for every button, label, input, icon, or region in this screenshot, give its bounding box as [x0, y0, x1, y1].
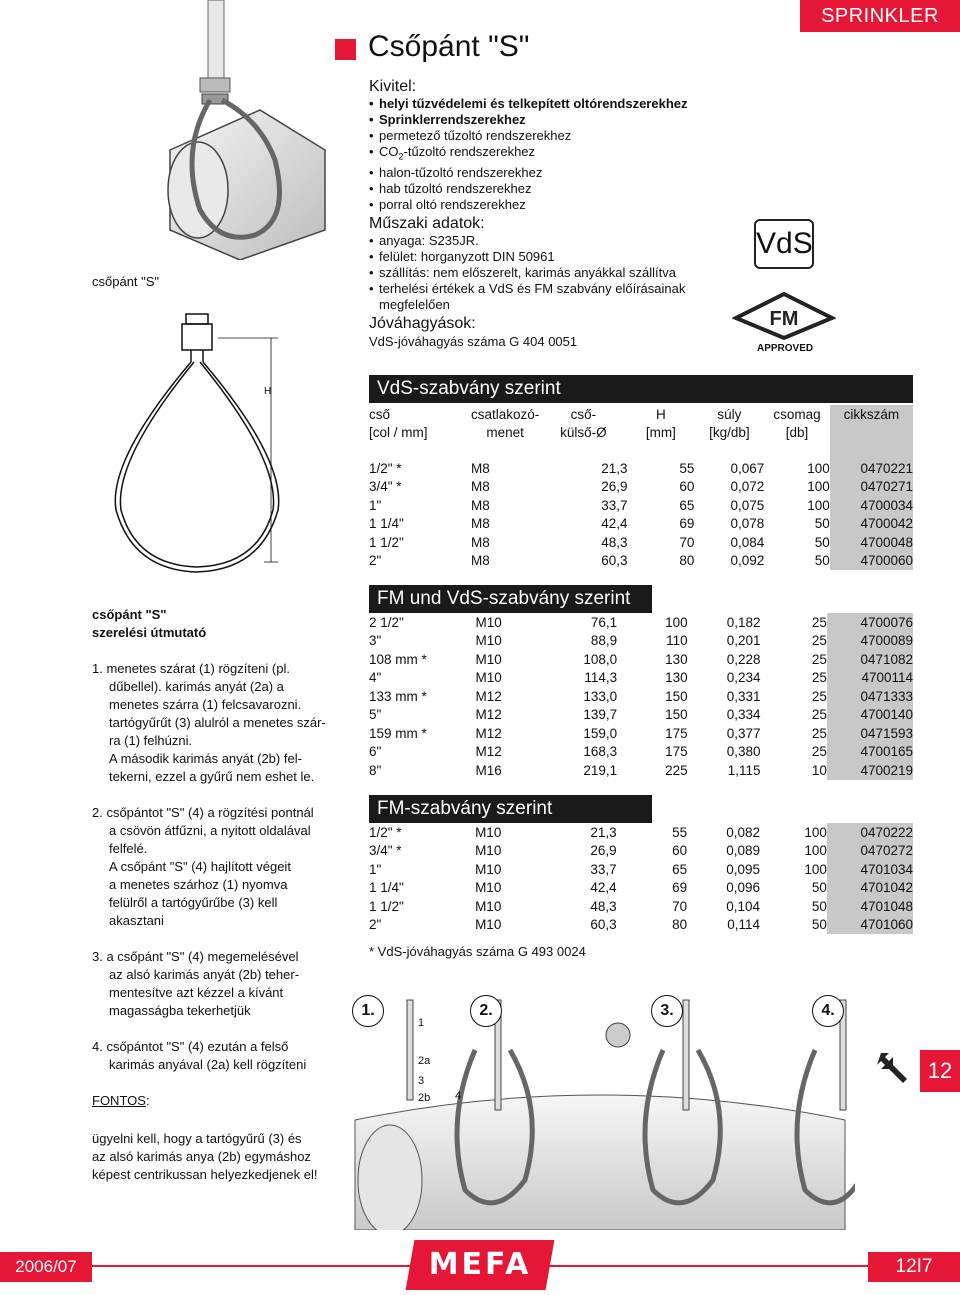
table-cell: 100 — [807, 460, 830, 476]
table-cell: 0,377 — [726, 725, 761, 741]
table-cell: 88,9 — [590, 633, 618, 649]
product-label: csőpánt "S" — [92, 274, 160, 289]
table-cell: 0470272 — [827, 842, 913, 861]
note-line: képest centrikussan helyezkedjenek el! — [92, 1167, 318, 1182]
step-number: 1. — [352, 995, 384, 1027]
table-cell: 0,095 — [726, 861, 761, 877]
table-cell: 4700034 — [830, 496, 913, 515]
brand-logo — [406, 1240, 555, 1290]
table-cell: 21,3 — [601, 460, 628, 476]
table-header-cell: külső-Ø — [560, 425, 607, 441]
table-header-cell: H — [656, 406, 666, 422]
kivitel-item: • porral oltó rendszerekhez — [369, 197, 749, 213]
table-cell: M8 — [470, 460, 490, 476]
title-marker — [335, 39, 356, 60]
table-cell: 60 — [672, 843, 688, 859]
table-row — [369, 687, 913, 706]
table-cell: 2 1/2" — [369, 614, 404, 630]
table-row — [369, 632, 913, 651]
table-section — [369, 585, 913, 780]
table-cell: 1 1/2" — [369, 534, 404, 550]
table-cell: 100 — [807, 497, 830, 513]
table-cell: 50 — [811, 880, 827, 896]
table-cell: 159 mm * — [369, 725, 427, 741]
instruction-step — [92, 1038, 342, 1074]
table-row — [369, 879, 913, 898]
muszaki-list — [369, 233, 749, 313]
table-row — [369, 650, 913, 669]
table-cell: M10 — [475, 633, 502, 649]
table-cell: 0,075 — [730, 497, 765, 513]
table-cell: 110 — [666, 633, 688, 649]
table-cell: 50 — [814, 516, 830, 532]
step-number: 2. — [470, 995, 502, 1027]
table-cell: 69 — [679, 516, 695, 532]
table-cell: 1 1/4" — [369, 880, 404, 896]
table-cell: 225 — [665, 762, 688, 778]
instruction-line: dűbellel). karimás anyát (2a) a — [109, 679, 284, 694]
table-cell: 0,072 — [730, 479, 765, 495]
table-cell: 0,096 — [726, 880, 761, 896]
table-cell: M8 — [470, 553, 490, 569]
table-row — [369, 613, 913, 632]
table-cell: 0,067 — [730, 460, 765, 476]
instruction-line: tartógyűrűt (3) alulról a menetes szár- — [109, 715, 326, 730]
category-tab: SPRINKLER — [800, 0, 960, 32]
table-header-cell: csomag — [773, 406, 821, 422]
fm-logo-text: FM — [769, 308, 799, 330]
table-cell: 0470221 — [830, 459, 913, 478]
table-cell: 48,3 — [590, 898, 617, 914]
table-cell: 50 — [811, 898, 827, 914]
table-cell: 10 — [811, 762, 827, 778]
table-cell: M8 — [470, 516, 490, 532]
note-line: az alsó karimás anya (2b) egymáshoz — [92, 1149, 311, 1164]
table-cell: 219,1 — [583, 762, 618, 778]
table-cell: 0,234 — [726, 670, 761, 686]
table-cell: 80 — [672, 917, 688, 933]
table-row — [369, 459, 913, 478]
table-header-cell: [kg/db] — [709, 425, 750, 441]
vds-logo: VdS — [754, 219, 814, 269]
table-cell: M8 — [470, 479, 490, 495]
table-row — [369, 724, 913, 743]
table-section — [369, 795, 913, 934]
table-cell: 70 — [679, 534, 695, 550]
table-cell: 26,9 — [601, 479, 628, 495]
table-cell: M10 — [475, 651, 502, 667]
table-row — [369, 669, 913, 688]
table-cell: 4700089 — [827, 632, 913, 651]
table-cell: M10 — [475, 843, 502, 859]
table-cell: 2" — [369, 553, 382, 569]
kivitel-item: • permetező tűzoltó rendszerekhez — [369, 128, 749, 144]
table-cell: 100 — [807, 479, 830, 495]
table-header-cell — [830, 424, 913, 443]
page-number: 12I7 — [868, 1252, 960, 1282]
table-cell: 150 — [665, 707, 688, 723]
table-cell: 60 — [679, 479, 695, 495]
table-cell: 33,7 — [601, 497, 628, 513]
table-cell: 0,334 — [726, 707, 761, 723]
table-cell: 0,201 — [726, 633, 761, 649]
technical-drawing — [108, 310, 288, 580]
table-row — [369, 842, 913, 861]
instruction-line: a csövön átfűzni, a nyitott oldalával — [109, 823, 311, 838]
muszaki-item: • anyaga: S235JR. — [369, 233, 749, 249]
dimension-label-h: H — [264, 386, 272, 397]
table-cell: 1/2" * — [369, 460, 402, 476]
step-number: 3. — [651, 995, 683, 1027]
table-cell: 1,115 — [727, 762, 761, 778]
table-cell: 168,3 — [583, 744, 618, 760]
kivitel-item: • helyi tűzvédelemi és telkepített oltórendszerekhez — [369, 96, 749, 112]
instruction-line: felfelé. — [109, 841, 148, 856]
instructions-subtitle: szerelési útmutató — [92, 625, 207, 640]
table-cell: M10 — [475, 880, 502, 896]
table-cell: 5" — [369, 707, 382, 723]
page-title: Csőpánt "S" — [368, 30, 530, 63]
table-cell: 0,331 — [726, 688, 761, 704]
fm-logo — [732, 292, 836, 344]
table-row — [369, 552, 913, 571]
table-header-cell: súly — [717, 406, 742, 422]
table-cell: M10 — [475, 917, 502, 933]
kivitel-list — [369, 96, 749, 213]
table-cell: 80 — [679, 553, 695, 569]
section-title: FM und VdS-szabvány szerint — [369, 585, 652, 613]
muszaki-item: • szállítás: nem előszerelt, karimás anyákkal szállítva — [369, 265, 749, 281]
table-cell: 4701060 — [827, 916, 913, 935]
table-cell: 25 — [811, 633, 827, 649]
table-cell: 100 — [804, 824, 827, 840]
instruction-line: ra (1) felhúzni. — [109, 733, 193, 748]
table-cell: 21,3 — [590, 824, 617, 840]
table-cell: 25 — [811, 744, 827, 760]
table-cell: 0,380 — [726, 744, 761, 760]
table-section — [369, 375, 913, 570]
table-header-cell: cső- — [570, 406, 597, 422]
table-cell: 55 — [672, 824, 688, 840]
section-tab: 12 — [920, 1050, 960, 1092]
instruction-line: 4. csőpántot "S" (4) ezután a felső — [92, 1039, 289, 1054]
table-cell: 159,0 — [583, 725, 618, 741]
table-cell: M12 — [475, 744, 502, 760]
table-row — [369, 761, 913, 780]
fm-approved-text: APPROVED — [757, 343, 814, 354]
table-row — [369, 916, 913, 935]
table-row — [369, 515, 913, 534]
table-cell: 4700076 — [827, 613, 913, 632]
table-cell: 100 — [804, 843, 827, 859]
table-cell: 25 — [811, 688, 827, 704]
table-cell: M12 — [475, 725, 502, 741]
section-title: VdS-szabvány szerint — [369, 375, 913, 403]
jovahagyas-text: VdS-jóváhagyás száma G 404 0051 — [369, 333, 578, 349]
part-label: 4 — [455, 1090, 462, 1102]
muszaki-heading: Műszaki adatok: — [369, 214, 485, 232]
table-cell: M16 — [475, 762, 502, 778]
table-header-cell: [col / mm] — [369, 425, 428, 441]
table-cell: 1 1/4" — [369, 516, 404, 532]
table-cell: 25 — [811, 614, 827, 630]
instruction-line: menetes szárra (1) felcsavarozni. — [109, 697, 302, 712]
table-cell: 69 — [672, 880, 688, 896]
note-line: ügyelni kell, hogy a tartógyűrű (3) és — [92, 1131, 302, 1146]
product-image — [160, 0, 330, 260]
jovahagyas-heading: Jóváhagyások: — [369, 314, 476, 332]
table-cell: 60,3 — [590, 917, 617, 933]
table-cell: 50 — [814, 534, 830, 550]
table-cell: 3/4" * — [369, 479, 402, 495]
brand-logo-text: MEFA — [428, 1247, 532, 1282]
table-cell: 8" — [369, 762, 382, 778]
wrench-icon — [875, 1047, 915, 1087]
table-cell: 0,078 — [730, 516, 765, 532]
table-cell: 25 — [811, 725, 827, 741]
table-cell: 0471593 — [827, 724, 913, 743]
table-cell: 26,9 — [590, 843, 617, 859]
table-row — [369, 533, 913, 552]
section-title: FM-szabvány szerint — [369, 795, 652, 823]
part-label: 3 — [418, 1075, 425, 1087]
table-cell: 4700042 — [830, 515, 913, 534]
step-number: 4. — [812, 995, 844, 1027]
table-cell: 4700140 — [827, 706, 913, 725]
table-cell: 33,7 — [590, 861, 617, 877]
table-cell: 0,092 — [730, 553, 765, 569]
table-header-cell: cikkszám — [830, 405, 913, 424]
muszaki-item: • terhelési értékek a VdS és FM szabvány előírásainak megfelelően — [369, 281, 749, 313]
instruction-line: felülről a tartógyűrűbe (3) kell — [109, 895, 278, 910]
table-cell: 4700060 — [830, 552, 913, 571]
installation-instructions — [92, 606, 342, 1184]
table-cell: M12 — [475, 707, 502, 723]
table-cell: 108,0 — [583, 651, 618, 667]
table-cell: M8 — [470, 534, 490, 550]
table-cell: 4" — [369, 670, 382, 686]
table-cell: 1/2" * — [369, 824, 402, 840]
table-cell: 133 mm * — [369, 688, 427, 704]
table-cell: 100 — [804, 861, 827, 877]
table-cell: 100 — [665, 614, 688, 630]
table-cell: 114,3 — [584, 670, 618, 686]
table-cell: 0,084 — [730, 534, 765, 550]
table-header-cell: cső — [369, 406, 391, 422]
table-row — [369, 823, 913, 842]
table-cell: 130 — [665, 670, 688, 686]
table-cell: 1" — [369, 861, 382, 877]
instruction-line: 1. menetes szárat (1) rögzíteni (pl. — [92, 661, 290, 676]
table-cell: 0470222 — [827, 823, 913, 842]
kivitel-item: • $CO_2$-tűzoltó rendszerekhez — [369, 144, 749, 165]
table-cell: M8 — [470, 497, 490, 513]
muszaki-item: • felület: horganyzott DIN 50961 — [369, 249, 749, 265]
table-cell: 4700048 — [830, 533, 913, 552]
kivitel-item: • Sprinklerrendszerekhez — [369, 112, 749, 128]
instruction-line: magasságba tekerhetjük — [109, 1003, 251, 1018]
table-cell: 0,182 — [726, 614, 761, 630]
fontos-label: FONTOS — [92, 1093, 146, 1108]
table-cell: 0,228 — [726, 651, 761, 667]
table-row — [369, 496, 913, 515]
instruction-line: tekerni, ezzel a gyűrű nem eshet le. — [109, 769, 315, 784]
table-header-cell: csatlakozó- — [470, 406, 540, 422]
table-cell: 25 — [811, 707, 827, 723]
table-header-row — [369, 405, 913, 424]
table-cell: 2" — [369, 917, 382, 933]
table-cell: 108 mm * — [369, 651, 427, 667]
table-cell: 65 — [679, 497, 695, 513]
instruction-step — [92, 804, 342, 930]
table-cell: 1 1/2" — [369, 898, 404, 914]
table-cell: 0,114 — [727, 917, 761, 933]
table-cell: 4701034 — [827, 860, 913, 879]
table-cell: 50 — [811, 917, 827, 933]
table-cell: 0,082 — [726, 824, 761, 840]
table-cell: 70 — [672, 898, 688, 914]
table-cell: 60,3 — [601, 553, 628, 569]
table-cell: 4701048 — [827, 897, 913, 916]
table-row — [369, 706, 913, 725]
table-cell: 25 — [811, 651, 827, 667]
table-cell: 48,3 — [601, 534, 628, 550]
footer-date: 2006/07 — [0, 1252, 92, 1282]
table-cell: 76,1 — [590, 614, 618, 630]
table-row — [369, 743, 913, 762]
table-cell: 130 — [665, 651, 688, 667]
instruction-step — [92, 948, 342, 1020]
instruction-line: 2. csőpántot "S" (4) a rögzítési pontnál — [92, 805, 314, 820]
table-cell: M12 — [475, 688, 502, 704]
instruction-line: akasztani — [109, 913, 164, 928]
instruction-line: az alsó karimás anyát (2b) teher- — [109, 967, 300, 982]
instruction-step — [92, 660, 342, 786]
table-cell: 3/4" * — [369, 843, 402, 859]
table-cell: M10 — [475, 898, 502, 914]
table-row — [369, 860, 913, 879]
table-cell: 65 — [672, 861, 688, 877]
table-cell: M10 — [475, 861, 502, 877]
table-header-cell: [mm] — [645, 425, 676, 441]
table-cell: 175 — [665, 725, 688, 741]
table-cell: 175 — [665, 744, 688, 760]
part-label: 2b — [418, 1092, 431, 1104]
instructions-title: csőpánt "S" — [92, 607, 167, 622]
fontos-colon: : — [145, 1093, 150, 1108]
table-cell: M10 — [475, 824, 502, 840]
table-cell: 4700165 — [827, 743, 913, 762]
table-cell: 42,4 — [601, 516, 628, 532]
table-cell: M10 — [475, 670, 502, 686]
part-label: 1 — [418, 1017, 425, 1029]
table-row — [369, 897, 913, 916]
instruction-line: mentesítve azt kézzel a kívánt — [109, 985, 284, 1000]
table-cell: M10 — [475, 614, 502, 630]
table-cell: 139,7 — [583, 707, 618, 723]
table-cell: 4701042 — [827, 879, 913, 898]
table-cell: 4700219 — [827, 761, 913, 780]
table-cell: 0,104 — [726, 898, 761, 914]
table-row — [369, 478, 913, 497]
table-cell: 6" — [369, 744, 382, 760]
kivitel-item: • halon-tűzoltó rendszerekhez — [369, 165, 749, 181]
footnote: * VdS-jóváhagyás száma G 493 0024 — [369, 944, 586, 959]
kivitel-item: • hab tűzoltó rendszerekhez — [369, 181, 749, 197]
table-header-cell: [db] — [785, 425, 809, 441]
table-cell: 133,0 — [583, 688, 618, 704]
table-cell: 0,089 — [726, 843, 761, 859]
table-cell: 55 — [679, 460, 695, 476]
table-header-cell: menet — [486, 425, 524, 441]
table-cell: 1" — [369, 497, 382, 513]
table-cell: 4700114 — [827, 669, 913, 688]
instruction-line: karimás anyával (2a) kell rögzíteni — [109, 1057, 307, 1072]
table-cell: 42,4 — [590, 880, 617, 896]
table-cell: 50 — [814, 553, 830, 569]
kivitel-section — [369, 78, 749, 351]
table-cell: 3" — [369, 633, 382, 649]
part-label: 2a — [418, 1055, 431, 1067]
kivitel-heading: Kivitel: — [369, 78, 417, 95]
table-cell: 0471082 — [827, 650, 913, 669]
table-header-row — [369, 424, 913, 443]
instruction-line: 3. a csőpánt "S" (4) megemelésével — [92, 949, 299, 964]
table-cell: 25 — [811, 670, 827, 686]
table-cell: 0471333 — [827, 687, 913, 706]
instruction-line: A csőpánt "S" (4) hajlított végeit — [109, 859, 291, 874]
instruction-line: a menetes szárhoz (1) nyomva — [109, 877, 288, 892]
table-cell: 150 — [665, 688, 688, 704]
table-cell: 0470271 — [830, 478, 913, 497]
instruction-line: A második karimás anyát (2b) fel- — [109, 751, 302, 766]
